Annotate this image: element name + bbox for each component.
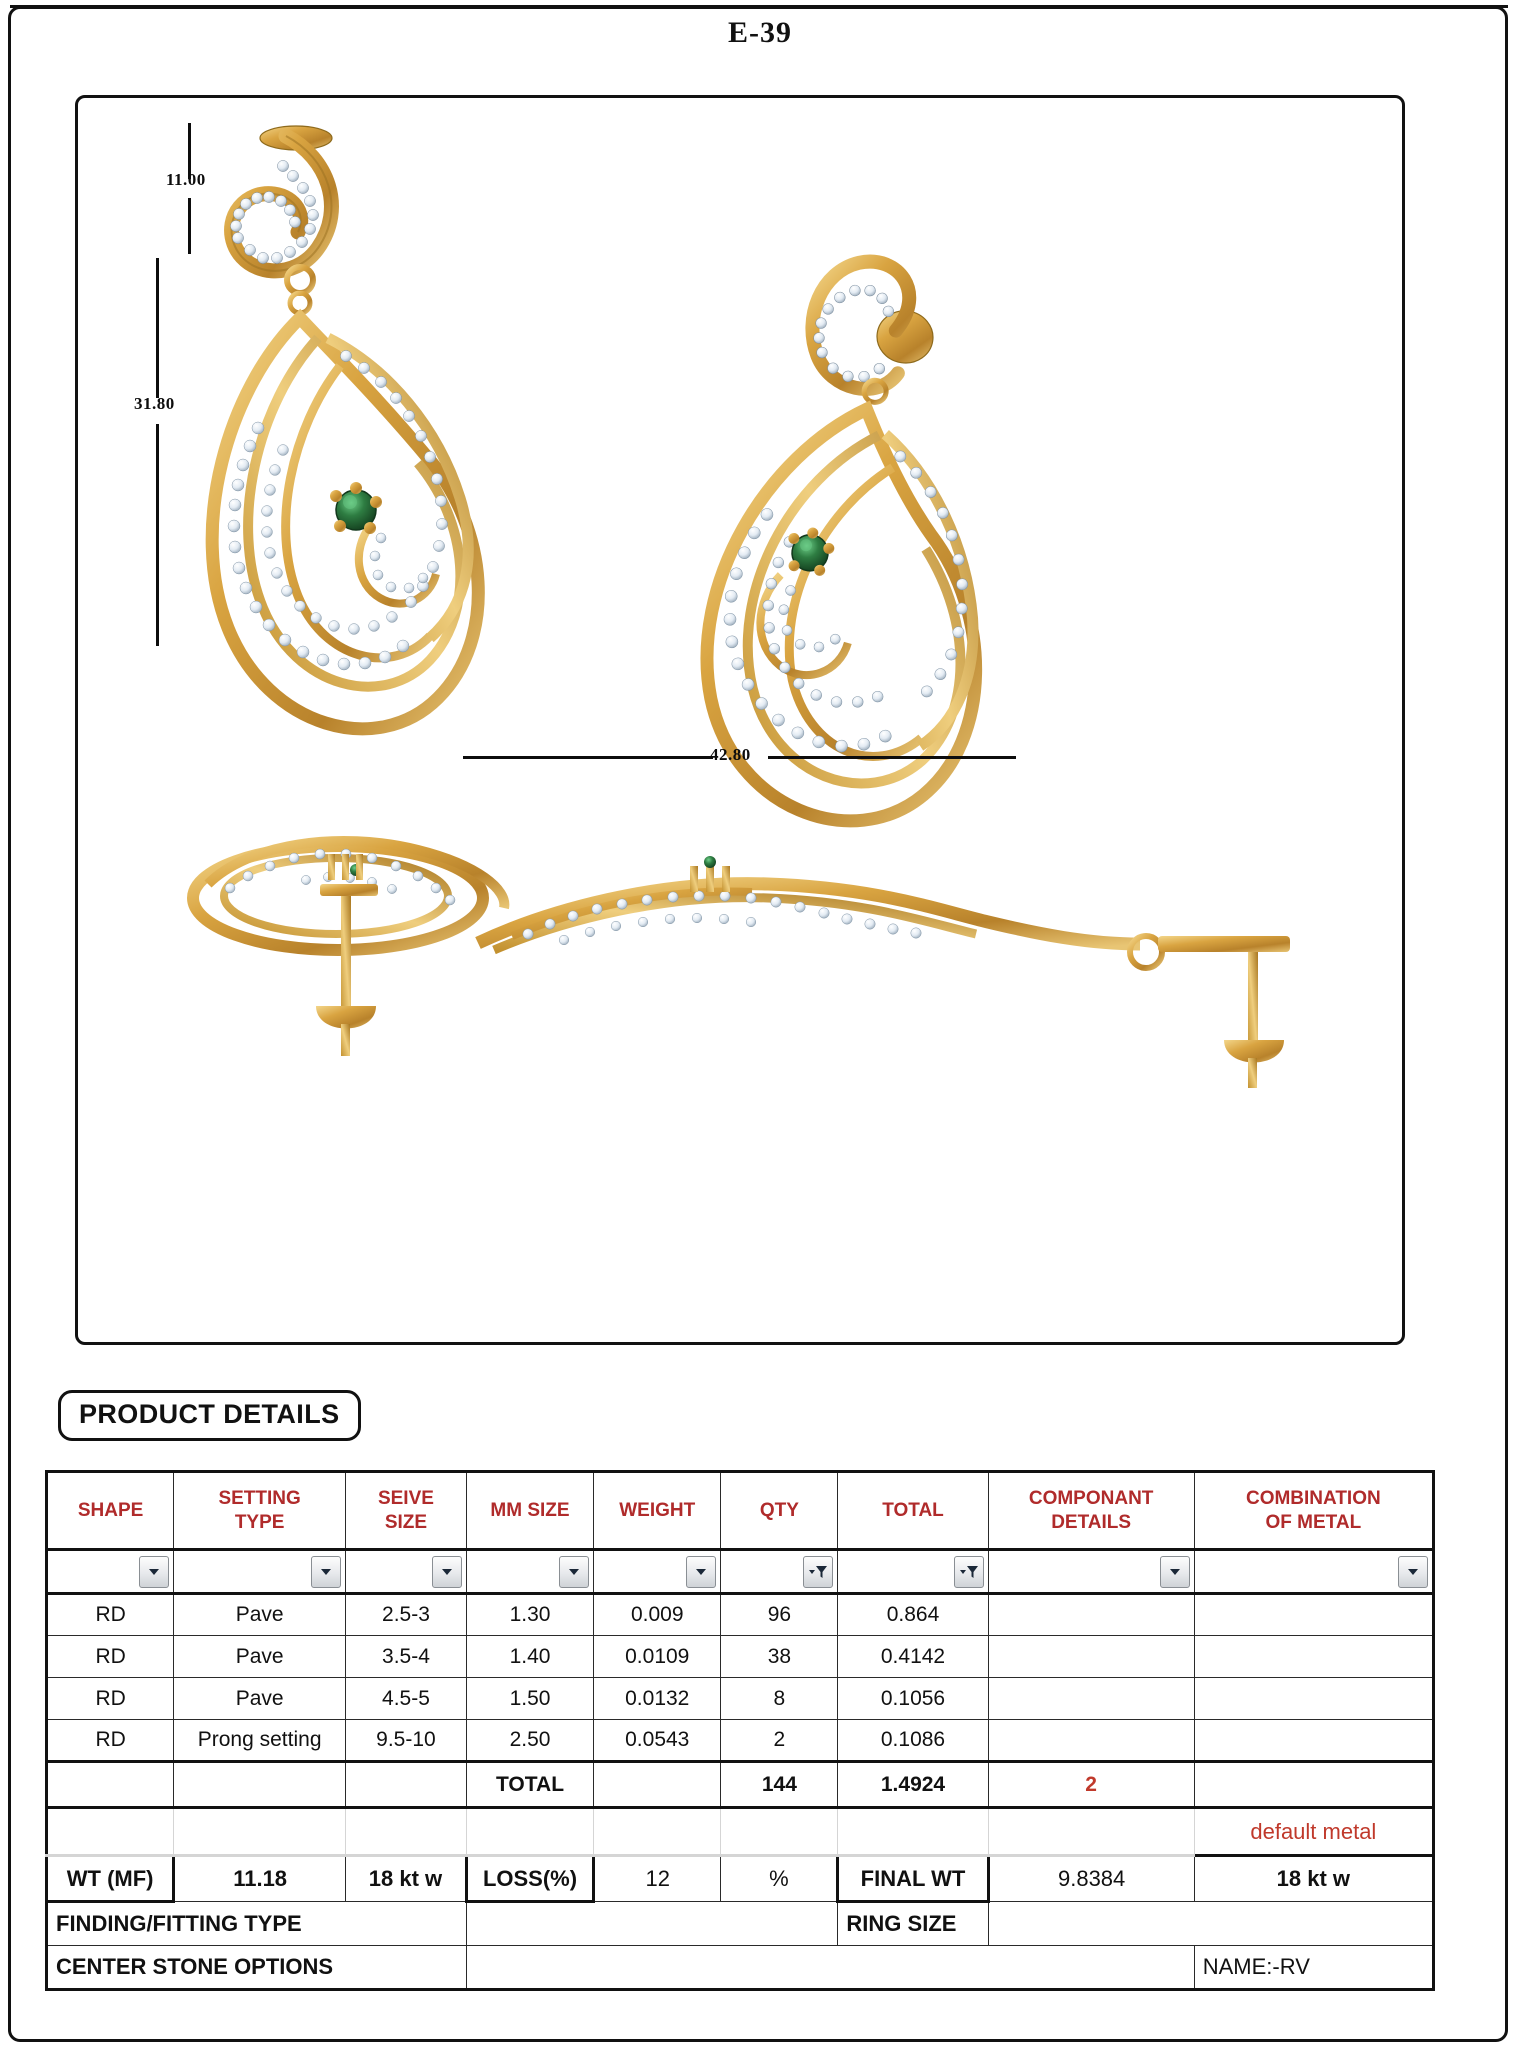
- metal-blank-7: [838, 1808, 988, 1856]
- ring-size-label: RING SIZE: [838, 1902, 988, 1946]
- total-setting-type: [174, 1762, 346, 1808]
- dimension-label-3180: 31.80: [134, 394, 175, 413]
- cell-seive-size: 9.5-10: [346, 1720, 467, 1762]
- loss-label: LOSS(%): [466, 1856, 593, 1902]
- header-weight: WEIGHT: [594, 1472, 721, 1550]
- default-metal-value: default metal: [1194, 1808, 1433, 1856]
- cell-shape: RD: [47, 1636, 174, 1678]
- filter-dropdown-setting-type[interactable]: [311, 1556, 341, 1588]
- cell-total: 0.1056: [838, 1678, 988, 1720]
- cell-shape: RD: [47, 1594, 174, 1636]
- cell-shape: RD: [47, 1678, 174, 1720]
- percent-symbol: %: [721, 1856, 838, 1902]
- header-componant-details: COMPONANT DETAILS: [988, 1472, 1194, 1550]
- filter-cell-total: [838, 1550, 988, 1594]
- loss-value: 12: [594, 1856, 721, 1902]
- final-metal: 18 kt w: [1194, 1856, 1433, 1902]
- center-stone-front: [330, 482, 382, 534]
- cell-setting-type: Pave: [174, 1636, 346, 1678]
- filter-cell-qty: [721, 1550, 838, 1594]
- dimension-line-11b: [188, 198, 191, 254]
- cell-total: 0.1086: [838, 1720, 988, 1762]
- metal-blank-3: [346, 1808, 467, 1856]
- metal-blank-8: [988, 1808, 1194, 1856]
- cell-componant-details: [988, 1594, 1194, 1636]
- filter-dropdown-componant-details[interactable]: [1160, 1556, 1190, 1588]
- cell-qty: 8: [721, 1678, 838, 1720]
- cell-seive-size: 4.5-5: [346, 1678, 467, 1720]
- spec-table: [45, 1470, 1435, 1991]
- cell-setting-type: Pave: [174, 1678, 346, 1720]
- dimension-label-4280: 42.80: [710, 745, 751, 764]
- dimension-line-3180: [156, 258, 159, 398]
- cell-combination-of-metal: [1194, 1636, 1433, 1678]
- cell-mm-size: 1.40: [466, 1636, 593, 1678]
- finding-fitting-value[interactable]: [466, 1902, 838, 1946]
- cell-componant-details: [988, 1636, 1194, 1678]
- dimension-label-11: 11.00: [166, 170, 206, 189]
- cell-setting-type: Prong setting: [174, 1720, 346, 1762]
- designer-name: NAME:-RV: [1194, 1946, 1433, 1990]
- cell-mm-size: 1.30: [466, 1594, 593, 1636]
- wt-mf-value: 11.18: [174, 1856, 346, 1902]
- finding-fitting-row: [47, 1902, 1434, 1946]
- table-row: [47, 1720, 1434, 1762]
- top-view: [193, 841, 504, 1056]
- filter-active-total[interactable]: [954, 1556, 984, 1588]
- wt-mf-metal: 18 kt w: [346, 1856, 467, 1902]
- metal-blank-1: [47, 1808, 174, 1856]
- table-row: [47, 1678, 1434, 1720]
- filter-dropdown-seive-size[interactable]: [432, 1556, 462, 1588]
- dimension-line-4280-left: [463, 756, 713, 759]
- filter-cell-componant-details: [988, 1550, 1194, 1594]
- header-qty: QTY: [721, 1472, 838, 1550]
- filter-cell-setting-type: [174, 1550, 346, 1594]
- dimension-line-4280-right: [768, 756, 1016, 759]
- dimension-line-3180b: [156, 424, 159, 646]
- filter-row: [47, 1550, 1434, 1594]
- table-row: [47, 1636, 1434, 1678]
- cell-weight: 0.009: [594, 1594, 721, 1636]
- filter-cell-weight: [594, 1550, 721, 1594]
- filter-cell-mm-size: [466, 1550, 593, 1594]
- table-total-row: [47, 1762, 1434, 1808]
- filter-cell-shape: [47, 1550, 174, 1594]
- filter-dropdown-mm-size[interactable]: [559, 1556, 589, 1588]
- total-combination-of-metal: [1194, 1762, 1433, 1808]
- total-componant-details: 2: [988, 1762, 1194, 1808]
- cell-weight: 0.0109: [594, 1636, 721, 1678]
- header-seive-size: SEIVE SIZE: [346, 1472, 467, 1550]
- cell-total: 0.4142: [838, 1636, 988, 1678]
- cell-componant-details: [988, 1720, 1194, 1762]
- front-view-left-earring: [212, 126, 478, 729]
- filter-cell-combination-of-metal: [1194, 1550, 1433, 1594]
- cell-qty: 2: [721, 1720, 838, 1762]
- table-row: [47, 1594, 1434, 1636]
- cell-combination-of-metal: [1194, 1720, 1433, 1762]
- cell-combination-of-metal: [1194, 1678, 1433, 1720]
- cell-weight: 0.0543: [594, 1720, 721, 1762]
- center-stone-row: [47, 1946, 1434, 1990]
- metal-blank-6: [721, 1808, 838, 1856]
- default-metal-row: [47, 1808, 1434, 1856]
- center-stone-label: CENTER STONE OPTIONS: [47, 1946, 467, 1990]
- total-shape: [47, 1762, 174, 1808]
- center-stone-value[interactable]: [466, 1946, 1194, 1990]
- cell-setting-type: Pave: [174, 1594, 346, 1636]
- metal-blank-5: [594, 1808, 721, 1856]
- final-wt-label: FINAL WT: [838, 1856, 988, 1902]
- side-profile-view: [478, 856, 1290, 1088]
- jewelry-renders: [78, 98, 1405, 1345]
- cell-qty: 96: [721, 1594, 838, 1636]
- filter-active-qty[interactable]: [803, 1556, 833, 1588]
- header-shape: SHAPE: [47, 1472, 174, 1550]
- cell-total: 0.864: [838, 1594, 988, 1636]
- filter-dropdown-shape[interactable]: [139, 1556, 169, 1588]
- finding-fitting-label: FINDING/FITTING TYPE: [47, 1902, 467, 1946]
- total-weight: [594, 1762, 721, 1808]
- render-panel: [75, 95, 1405, 1345]
- table-header-row: [47, 1472, 1434, 1550]
- cell-componant-details: [988, 1678, 1194, 1720]
- header-total: TOTAL: [838, 1472, 988, 1550]
- cell-weight: 0.0132: [594, 1678, 721, 1720]
- weight-row: [47, 1856, 1434, 1902]
- total-total: 1.4924: [838, 1762, 988, 1808]
- cell-seive-size: 3.5-4: [346, 1636, 467, 1678]
- page-title: E-39: [728, 16, 792, 49]
- ring-size-value[interactable]: [988, 1902, 1433, 1946]
- cell-seive-size: 2.5-3: [346, 1594, 467, 1636]
- header-combination-of-metal: COMBINATION OF METAL: [1194, 1472, 1433, 1550]
- top-rule: [10, 5, 1508, 8]
- cell-combination-of-metal: [1194, 1594, 1433, 1636]
- total-qty: 144: [721, 1762, 838, 1808]
- cell-mm-size: 2.50: [466, 1720, 593, 1762]
- cell-shape: RD: [47, 1720, 174, 1762]
- filter-dropdown-combination-of-metal[interactable]: [1398, 1556, 1428, 1588]
- header-setting-type: SETTING TYPE: [174, 1472, 346, 1550]
- header-mm-size: MM SIZE: [466, 1472, 593, 1550]
- filter-cell-seive-size: [346, 1550, 467, 1594]
- final-wt-value: 9.8384: [988, 1856, 1194, 1902]
- wt-mf-label: WT (MF): [47, 1856, 174, 1902]
- product-details-label: PRODUCT DETAILS: [58, 1390, 361, 1441]
- cell-mm-size: 1.50: [466, 1678, 593, 1720]
- metal-blank-4: [466, 1808, 593, 1856]
- metal-blank-2: [174, 1808, 346, 1856]
- filter-dropdown-weight[interactable]: [686, 1556, 716, 1588]
- cell-qty: 38: [721, 1636, 838, 1678]
- total-label: TOTAL: [466, 1762, 593, 1808]
- total-seive-size: [346, 1762, 467, 1808]
